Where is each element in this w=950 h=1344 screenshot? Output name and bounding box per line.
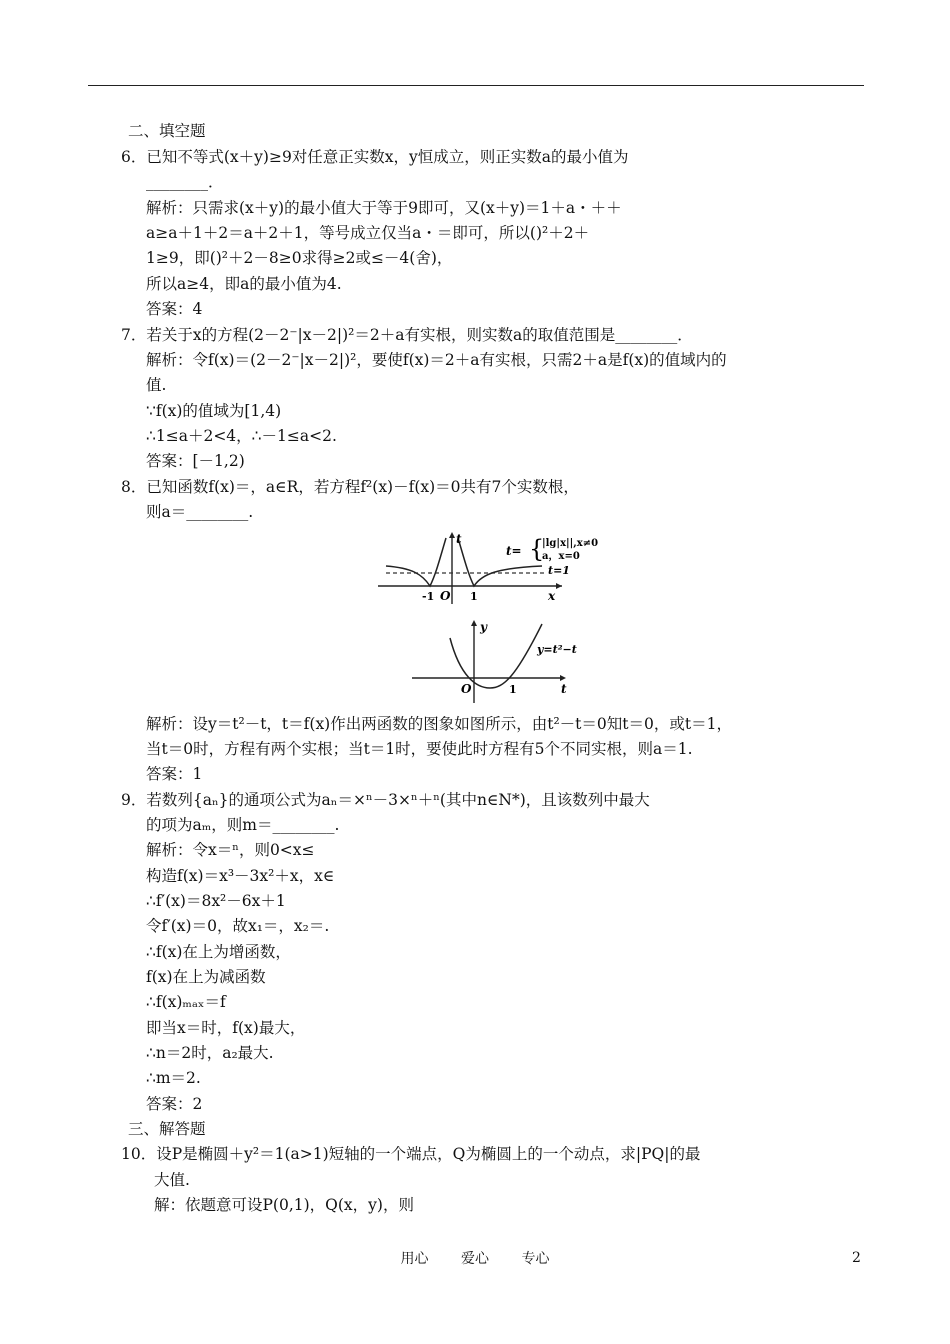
q9-solution-10: ∴m＝2. <box>146 1069 201 1087</box>
q7-solution-2: 值. <box>146 376 167 394</box>
t-axis-arrow <box>560 675 566 681</box>
q10-solution-1: 解：依题意可设P(0,1)，Q(x，y)，则 <box>154 1196 414 1214</box>
footer-item-2: 爱心 <box>461 1251 489 1267</box>
q6-blank: ________． <box>146 173 224 191</box>
q9-solution-3: ∴f′(x)＝8x²－6x＋1 <box>146 892 286 910</box>
t-axis-arrow <box>449 532 455 538</box>
q9-solution-6: f(x)在上为减函数 <box>146 968 266 986</box>
q7-stem: 7．若关于x的方程(2－2⁻|x－2|)²＝2＋a有实根，则实数a的取值范围是________． <box>121 326 693 344</box>
tick-neg1-label: -1 <box>422 590 435 603</box>
page-number: 2 <box>852 1250 861 1266</box>
tick-1-label: 1 <box>470 590 478 603</box>
page-footer <box>0 1248 950 1268</box>
section-title-answer: 三、解答题 <box>128 1120 206 1138</box>
q8-blank: 则a＝________. <box>146 503 254 521</box>
q9-solution-5: ∴f(x)在上为增函数， <box>146 943 291 961</box>
tick-1-label: 1 <box>509 683 517 696</box>
q9-solution-7: ∴f(x)ₘₐₓ＝f <box>146 993 226 1011</box>
piece-2-label: a，x=0 <box>542 551 580 562</box>
section-title-fill-in: 二、填空题 <box>128 122 206 140</box>
header-rule <box>88 85 864 86</box>
q8-solution-1: 解析：设y＝t²－t，t＝f(x)作出两函数的图象如图所示，由t²－t＝0知t＝0，或t＝1， <box>146 715 732 733</box>
left-branch-curve <box>386 538 446 586</box>
footer-item-1: 用心 <box>400 1251 429 1267</box>
q9-solution-2: 构造f(x)＝x³－3x²＋x，x∈ <box>146 867 335 885</box>
piece-1-label: |lg|x||,x≠0 <box>542 538 599 549</box>
q9-solution-9: ∴n＝2时，a₂最大. <box>146 1044 274 1062</box>
q8-answer: 答案：1 <box>146 765 203 783</box>
q6-solution-2: a≥a＋1＋2＝a＋2＋1，等号成立仅当a・＝即可，所以()²＋2＋ <box>146 224 590 242</box>
q9-answer: 答案：2 <box>146 1095 203 1113</box>
q10-stem-2: 大值. <box>154 1171 190 1189</box>
q7-solution-3: ∵f(x)的值域为[1,4) <box>146 402 282 420</box>
q8-solution-2: 当t＝0时，方程有两个实根；当t＝1时，要使此时方程有5个不同实根，则a＝1. <box>146 740 693 758</box>
origin-label: O <box>440 589 451 603</box>
q6-solution-4: 所以a≥4，即a的最小值为4. <box>146 275 342 293</box>
x-axis-label: x <box>548 589 556 603</box>
q7-solution-1: 解析：令f(x)＝(2－2⁻|x－2|)²，要使f(x)＝2＋a有实根，只需2＋a是f(x)的值域内的 <box>146 351 727 369</box>
t-eq-label: t= <box>506 544 522 558</box>
q7-solution-4: ∴1≤a＋2<4，∴－1≤a<2. <box>146 427 337 445</box>
q6-solution-1: 解析：只需求(x＋y)的最小值大于等于9即可，又(x＋y)＝1＋a・＋＋ <box>146 199 622 217</box>
q9-solution-1: 解析：令x＝ⁿ，则0<x≤ <box>146 841 315 859</box>
y-axis-label: y <box>480 620 487 634</box>
q9-solution-8: 即当x＝时，f(x)最大， <box>146 1019 306 1037</box>
t-equals-1-label: t=1 <box>548 564 570 577</box>
y-axis-arrow <box>471 620 477 626</box>
origin-label: O <box>461 682 472 696</box>
q8-stem: 8．已知函数f(x)＝，a∈R，若方程f²(x)－f(x)＝0共有7个实数根， <box>121 478 579 496</box>
q10-stem: 10．设P是椭圆＋y²＝1(a>1)短轴的一个端点，Q为椭圆上的一个动点，求|PQ|的最 <box>121 1145 701 1163</box>
q9-stem-2: 的项为aₘ，则m＝________. <box>146 816 340 834</box>
q9-solution-4: 令f′(x)＝0，故x₁＝，x₂＝. <box>146 917 330 935</box>
q7-answer: 答案：[－1,2) <box>146 452 245 470</box>
graph-t-of-x <box>372 530 622 608</box>
graph-y-of-t <box>404 618 589 706</box>
t-axis-label: t <box>561 682 567 696</box>
q6-solution-3: 1≥9，即()²＋2－8≥0求得≥2或≤－4(舍)， <box>146 249 453 267</box>
t-axis-label: t <box>456 532 462 546</box>
curve-label: y=t²−t <box>537 643 577 656</box>
q6-answer: 答案：4 <box>146 300 203 318</box>
x-axis-arrow <box>556 583 562 589</box>
q9-stem: 9．若数列{aₙ}的通项公式为aₙ＝×ⁿ－3×ⁿ＋ⁿ(其中n∈N*)，且该数列中最大 <box>121 791 650 809</box>
footer-item-3: 专心 <box>521 1251 550 1267</box>
brace-glyph: { <box>529 535 545 563</box>
q6-stem: 6．已知不等式(x＋y)≥9对任意正实数x，y恒成立，则正实数a的最小值为 <box>121 148 629 166</box>
